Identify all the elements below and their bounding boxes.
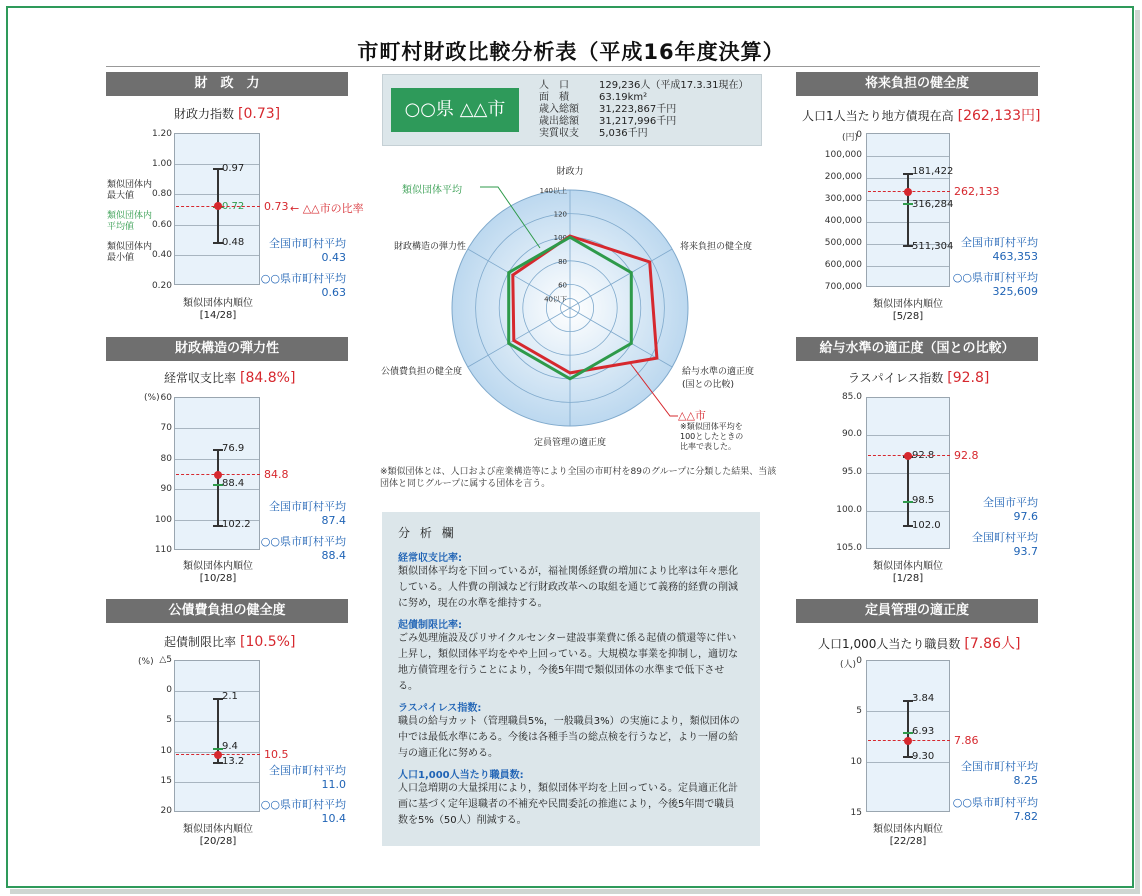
- city-value: 92.8: [954, 449, 979, 462]
- min-value: 13.2: [222, 756, 245, 767]
- range-whisker: [907, 700, 909, 758]
- unit-label: (人): [840, 660, 857, 670]
- prefecture-average: ○○県市町村平均 7.82: [952, 796, 1038, 823]
- section-header-kousai: 公債費負担の健全度: [106, 599, 348, 623]
- avg-value: 88.4: [222, 478, 245, 489]
- unit-label: (円): [842, 133, 859, 143]
- section-header-shorai: 将来負担の健全度: [796, 72, 1038, 96]
- stat-row: 面 積 63.19km²: [539, 92, 648, 103]
- stat-row: 人 口 129,236人（平成17.3.31現在）: [539, 80, 749, 91]
- metric-kousai: [164, 633, 295, 650]
- city-value: 0.73: [264, 200, 289, 213]
- tick-label: 1.20: [151, 129, 172, 139]
- min-value: 0.48: [222, 237, 245, 248]
- prefecture-average: 全国町村平均 93.7: [972, 531, 1038, 558]
- metric-zaisei: [174, 105, 280, 122]
- analysis-title: 経常収支比率:: [398, 553, 462, 564]
- frame-shadow-right: [1135, 10, 1140, 892]
- radar-axis-label: 公債費負担の健全度: [380, 367, 462, 377]
- radar-ring-label: 100: [553, 234, 567, 243]
- gridline: [175, 164, 259, 165]
- tick-label: 0.60: [151, 220, 172, 230]
- section-header-zaisei: 財 政 力: [106, 72, 348, 96]
- avg-value: 9.4: [222, 741, 238, 752]
- radar-axis-label: 定員管理の適正度: [533, 438, 607, 448]
- city-line: [868, 455, 950, 456]
- city-marker: [904, 452, 912, 460]
- metric-value: [84.8%]: [240, 370, 296, 386]
- tick-label: 10: [160, 746, 172, 756]
- metric-label: 人口1人当たり地方債現在高: [802, 109, 954, 123]
- gridline: [175, 428, 259, 429]
- max-value: 181,422: [912, 166, 954, 177]
- analysis-body: 職員の給与カット（管理職員5%，一般職員3%）の実施により，類似団体の中では最低水準にある。今後は各種手当の総点検を行うなど，より一層の給与の適正化に努める。: [398, 716, 740, 759]
- range-whisker: [907, 173, 909, 247]
- tick-label: 105.0: [836, 543, 862, 553]
- metric-danryoku: [164, 369, 295, 386]
- max-value: 76.9: [222, 443, 245, 454]
- city-name: ○○県 △△市: [391, 88, 519, 132]
- tick-label: 100.0: [836, 505, 862, 515]
- tick-label: 70: [160, 423, 172, 433]
- city-line: [868, 740, 950, 741]
- prefecture-average: ○○県市町村平均 10.4: [260, 798, 346, 825]
- avg-value: 316,284: [912, 199, 954, 210]
- tick-label: 5: [856, 706, 862, 716]
- min-value: 102.2: [222, 519, 251, 530]
- metric-value: [10.5%]: [240, 634, 296, 650]
- tick-label: 95.0: [841, 467, 862, 477]
- prefecture-average: ○○県市町村平均 0.63: [260, 272, 346, 299]
- legend-note: ※類似団体平均を 100としたときの 比率で表した。: [680, 422, 744, 451]
- tick-label: 80: [160, 454, 172, 464]
- analysis-header: 分 析 欄: [398, 526, 457, 540]
- prefecture-average: ○○県市町村平均 325,609: [952, 271, 1038, 298]
- tick-label: 90.0: [841, 429, 862, 439]
- tick-label: 15: [160, 776, 172, 786]
- national-average: 全国市町村平均 11.0: [269, 764, 346, 791]
- tick-label: 5: [166, 715, 172, 725]
- national-average: 全国市平均 97.6: [983, 496, 1038, 523]
- tick-label: 0: [856, 130, 862, 140]
- gridline: [867, 156, 949, 157]
- gridline: [867, 435, 949, 436]
- max-value: 2.1: [222, 691, 238, 702]
- tick-label: 0.40: [151, 250, 172, 260]
- legend-city: △△市: [678, 409, 706, 422]
- chart-zaisei: [174, 133, 260, 285]
- avg-value: 6.93: [912, 726, 935, 737]
- metric-value: [7.86人]: [964, 636, 1021, 652]
- side-label-max: 類似団体内 最大値: [107, 180, 153, 201]
- analysis-body: ごみ処理施設及びリサイクルセンター建設事業費に係る起債の償還等に伴い上昇し，類似団体平均をやや上回っている。大規模な事業を抑制し，適切な地方債管理を行うことにより，今後5年間で類似団体の水準まで低下させる。: [398, 633, 738, 692]
- side-label-avg: 類似団体内 平均値: [107, 211, 153, 232]
- analysis-title: ラスパイレス指数:: [398, 703, 482, 714]
- city-line: [176, 474, 260, 475]
- tick-label: 600,000: [824, 260, 862, 270]
- footnote: ※類似団体とは、人口および産業構造等により全国の市町村を89のグループに分類した結果、当該団体と同じグループに属する団体を言う。: [380, 467, 777, 489]
- range-whisker: [907, 456, 909, 526]
- city-line: [868, 191, 950, 192]
- gridline: [867, 266, 949, 267]
- city-value: 10.5: [264, 748, 289, 761]
- analysis-body: 人口急増期の大量採用により，類似団体平均を上回っている。定員適正化計画に基づく定年退職者の不補充や民間委託の推進により，今後5年間で職員数を5%（50人）削減する。: [398, 783, 738, 826]
- section-header-kyuyo: 給与水準の適正度（国との比較）: [796, 337, 1038, 361]
- tick-label: 300,000: [824, 194, 862, 204]
- tick-label: 0: [166, 685, 172, 695]
- metric-label: 経常収支比率: [164, 371, 237, 385]
- unit-label: (%): [144, 393, 160, 403]
- analysis-title: 起債制限比率:: [398, 620, 462, 631]
- city-marker: [214, 471, 222, 479]
- tick-label: 0.80: [151, 189, 172, 199]
- analysis-body: 類似団体平均を下回っているが，福祉関係経費の増加により比率は年々悪化している。人件費の削減など行財政改革への取組を通じて義務的経費の削減に努め，現在の水準を維持する。: [398, 566, 738, 609]
- tick-label: 200,000: [824, 172, 862, 182]
- metric-shorai: [802, 105, 1040, 125]
- gridline: [175, 691, 259, 692]
- stat-row: 歳入総額 31,223,867千円: [539, 104, 677, 115]
- range-whisker: [217, 449, 219, 527]
- metric-value: [0.73]: [238, 106, 281, 122]
- tick-label: 500,000: [824, 238, 862, 248]
- tick-label: 85.0: [841, 392, 862, 402]
- metric-label: 起債制限比率: [164, 635, 237, 649]
- tick-label: 0.20: [151, 281, 172, 291]
- min-value: 511,304: [912, 241, 954, 252]
- section-header-teiin: 定員管理の適正度: [796, 599, 1038, 623]
- national-average: 全国市町村平均 463,353: [961, 236, 1038, 263]
- radar-ring-label: 40以下: [544, 295, 567, 304]
- metric-value: [262,133円]: [957, 108, 1041, 124]
- avg-value: 0.72: [222, 201, 245, 212]
- national-average: 全国市町村平均 8.25: [961, 760, 1038, 787]
- city-line: [176, 754, 260, 755]
- radar-axis-label: 財政力: [556, 167, 584, 177]
- min-value: 9.30: [912, 751, 935, 762]
- gridline: [175, 782, 259, 783]
- metric-teiin: [818, 633, 1020, 653]
- tick-label: 20: [160, 806, 172, 816]
- metric-label: ラスパイレス指数: [848, 371, 944, 385]
- max-value: 3.84: [912, 693, 935, 704]
- rank: 類似団体内順位 [10/28]: [183, 561, 253, 584]
- frame-shadow-bottom: [10, 889, 1140, 894]
- rank: 類似団体内順位 [1/28]: [873, 561, 943, 584]
- city-value: 84.8: [264, 468, 289, 481]
- metric-value: [92.8]: [947, 370, 990, 386]
- stat-row: 歳出総額 31,217,996千円: [539, 116, 677, 127]
- max-value: 0.97: [222, 163, 245, 174]
- chart-shorai: [866, 133, 950, 287]
- gridline: [175, 255, 259, 256]
- tick-label: 90: [160, 484, 172, 494]
- rank: 類似団体内順位 [14/28]: [183, 298, 253, 321]
- analysis-panel: [382, 512, 760, 846]
- metric-kyuyo: [848, 369, 989, 386]
- radar-axis-label: (国との比較): [682, 380, 735, 390]
- tick-label: 100: [154, 515, 172, 525]
- rank: 類似団体内順位 [20/28]: [183, 824, 253, 847]
- metric-label: 人口1,000人当たり職員数: [818, 637, 961, 651]
- max-value: 92.8: [912, 450, 935, 461]
- tick-label: 110: [154, 545, 172, 555]
- radar-ring-label: 140以上: [539, 187, 567, 195]
- national-average: 全国市町村平均 0.43: [269, 237, 346, 264]
- min-value: 102.0: [912, 520, 941, 531]
- radar-axis-label: 将来負担の健全度: [680, 242, 753, 252]
- radar-chart: [380, 160, 780, 460]
- tick-label: 400,000: [824, 216, 862, 226]
- city-marker: [904, 188, 912, 196]
- legend-similar: 類似団体平均: [402, 185, 462, 196]
- avg-value: 98.5: [912, 495, 935, 506]
- prefecture-average: ○○県市町村平均 88.4: [260, 535, 346, 562]
- rank: 類似団体内順位 [5/28]: [873, 299, 943, 322]
- gridline: [867, 762, 949, 763]
- radar-axis-label: 財政構造の弾力性: [393, 242, 466, 252]
- title-rule: [106, 66, 1040, 67]
- tick-label: 100,000: [824, 150, 862, 160]
- chart-teiin: [866, 660, 950, 812]
- chart-kousai: [174, 660, 260, 812]
- metric-label: 財政力指数: [174, 107, 235, 121]
- rank: 類似団体内順位 [22/28]: [873, 824, 943, 847]
- analysis-title: 人口1,000人当たり職員数:: [398, 770, 524, 781]
- city-marker: [904, 737, 912, 745]
- tick-label: 15: [850, 808, 862, 818]
- national-average: 全国市町村平均 87.4: [269, 500, 346, 527]
- side-label-min: 類似団体内 最小値: [107, 242, 153, 263]
- unit-label: (%): [138, 657, 154, 667]
- radar-axis-label: 給与水準の適正度: [682, 367, 755, 377]
- radar-ring-label: 80: [558, 257, 567, 266]
- city-info-box: [382, 74, 762, 146]
- city-stats: [539, 80, 749, 140]
- radar-ring-label: 60: [558, 281, 567, 290]
- tick-label: 0: [856, 656, 862, 666]
- city-line: [176, 206, 260, 207]
- city-value: 7.86: [954, 734, 979, 747]
- tick-label: 1.00: [151, 159, 172, 169]
- tick-label: △5: [159, 655, 172, 665]
- tick-label: 60: [160, 393, 172, 403]
- tick-label: 10: [850, 757, 862, 767]
- radar-ring-label: 120: [553, 210, 567, 219]
- city-marker: [214, 751, 222, 759]
- section-header-danryoku: 財政構造の弾力性: [106, 337, 348, 361]
- city-value: 262,133: [954, 185, 1000, 198]
- city-ratio-label: ← △△市の比率: [290, 202, 364, 215]
- page-title: 市町村財政比較分析表（平成16年度決算）: [357, 40, 785, 64]
- tick-label: 700,000: [824, 282, 862, 292]
- stat-row: 実質収支 5,036千円: [539, 128, 648, 139]
